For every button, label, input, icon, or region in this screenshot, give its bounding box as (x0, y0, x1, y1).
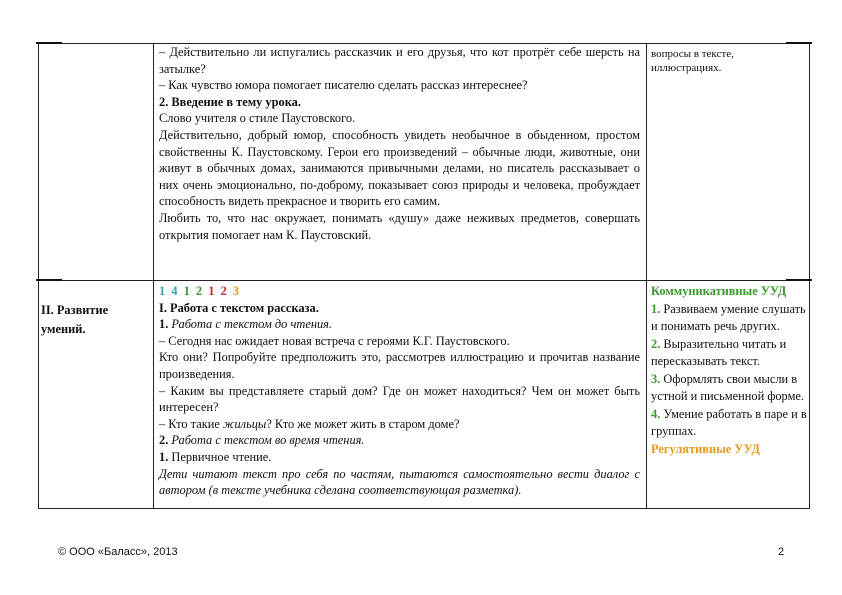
color-number: 3 (232, 284, 240, 298)
corner-mark (786, 42, 812, 44)
uud-item-number: 4. (651, 406, 661, 421)
stage-title: II. Развитие (41, 303, 109, 317)
step-line (159, 449, 640, 466)
col-divider-1 (153, 43, 154, 509)
teacher-question: Кто они? Попробуйте предположить это, рассмотрев иллюстрацию и прочитав название произведения. (159, 350, 640, 381)
uud-item (651, 406, 807, 441)
uud-item-number: 3. (651, 371, 661, 386)
corner-mark (36, 42, 62, 44)
col-divider-2 (646, 43, 647, 509)
table-left-border (38, 43, 39, 509)
section-heading: 2. Введение в тему урока. (159, 94, 301, 109)
uud-item-text: Умение работать в паре и в группах. (651, 406, 807, 438)
uud-item-number: 2. (651, 336, 661, 351)
color-number: 2 (220, 284, 227, 298)
question-line: – Действительно ли испугались рассказчик и его друзья, что кот протрёт себе шерсть на затылке? (159, 45, 640, 76)
step-text: Работа с текстом во время чтения. (171, 433, 365, 448)
question-part: – Кто такие (159, 416, 223, 431)
step-text: Первичное чтение. (171, 449, 272, 464)
teacher-question: – Каким вы представляете старый дом? Где он может находиться? Чем он может быть интересен? (159, 383, 640, 415)
step-text: Работа с текстом до чтения. (171, 317, 333, 332)
activity-note: Дети читают текст про себя по частям, пытаются самостоятельно вести диалог с автором (в тексте учебника сделана соответствующая разметка). (159, 466, 640, 498)
teacher-line: – Сегодня нас ожидает новая встреча с героями К.Г. Паустовского. (159, 333, 510, 348)
uud-item-text: Выразительно читать и пересказывать текст. (651, 336, 787, 368)
uud-title-communicative: Коммуникативные УУД (651, 284, 787, 298)
row1-uud-cell (651, 47, 801, 75)
step-number: 1. (159, 449, 169, 464)
row2-uud-cell (651, 283, 807, 458)
table-right-border (809, 43, 810, 509)
uud-item-number: 1. (651, 301, 661, 316)
teacher-paragraph: Любить то, что нас окружает, понимать «душу» даже неживых предметов, совершать открытия помогает нам К. Паустовский. (159, 210, 640, 242)
row1-content-cell (159, 44, 640, 243)
uud-item-text: Развиваем умение слушать и понимать речь других. (651, 301, 806, 333)
color-number: 1 (183, 284, 190, 298)
row2-content-cell (159, 283, 640, 499)
step-number: 2. (159, 433, 169, 448)
row2-stage-cell (41, 301, 149, 339)
teacher-question (159, 416, 640, 433)
stage-title: умений. (41, 322, 86, 336)
uud-text: вопросы в тексте, иллюстрациях. (651, 48, 734, 74)
uud-item (651, 336, 807, 371)
step-number: 1. (159, 317, 169, 332)
uud-item-text: Оформлять свои мысли в устной и письменной форме. (651, 371, 805, 403)
question-italic-word: жильцы (222, 416, 267, 431)
question-line: – Как чувство юмора помогает писателю сделать рассказ интереснее? (159, 78, 528, 93)
color-number: 1 (159, 284, 166, 298)
question-part: ? Кто же может жить в старом доме? (266, 416, 460, 431)
teacher-label: Слово учителя о стиле Паустовского. (159, 111, 356, 126)
footer-copyright: © ООО «Баласс», 2013 (58, 546, 178, 558)
teacher-paragraph: Действительно, добрый юмор, способность увидеть необычное в обыденном, простом свойственны К. Паустовскому. Герои его произведений – обычные люди, животные, они живут в обычных домах, занимаются привычными делами, но писатель рассказывает о них очень эмоционально, по-доброму, показывает союз природы и человека, пробуждает способность видеть прекрасное и творить его самим. (159, 127, 640, 209)
uud-item (651, 301, 807, 336)
color-number: 1 (208, 284, 215, 298)
step-line (159, 316, 640, 333)
color-number: 4 (171, 284, 178, 298)
uud-item (651, 371, 807, 406)
page-number: 2 (778, 546, 785, 558)
step-line (159, 432, 640, 449)
uud-title-regulatory: Регулятивные УУД (651, 441, 760, 456)
corner-mark (786, 279, 812, 281)
color-number: 2 (195, 284, 203, 298)
corner-mark (36, 279, 62, 281)
section-heading: I. Работа с текстом рассказа. (159, 300, 319, 315)
color-number-row (159, 283, 640, 300)
lesson-table (38, 43, 810, 509)
